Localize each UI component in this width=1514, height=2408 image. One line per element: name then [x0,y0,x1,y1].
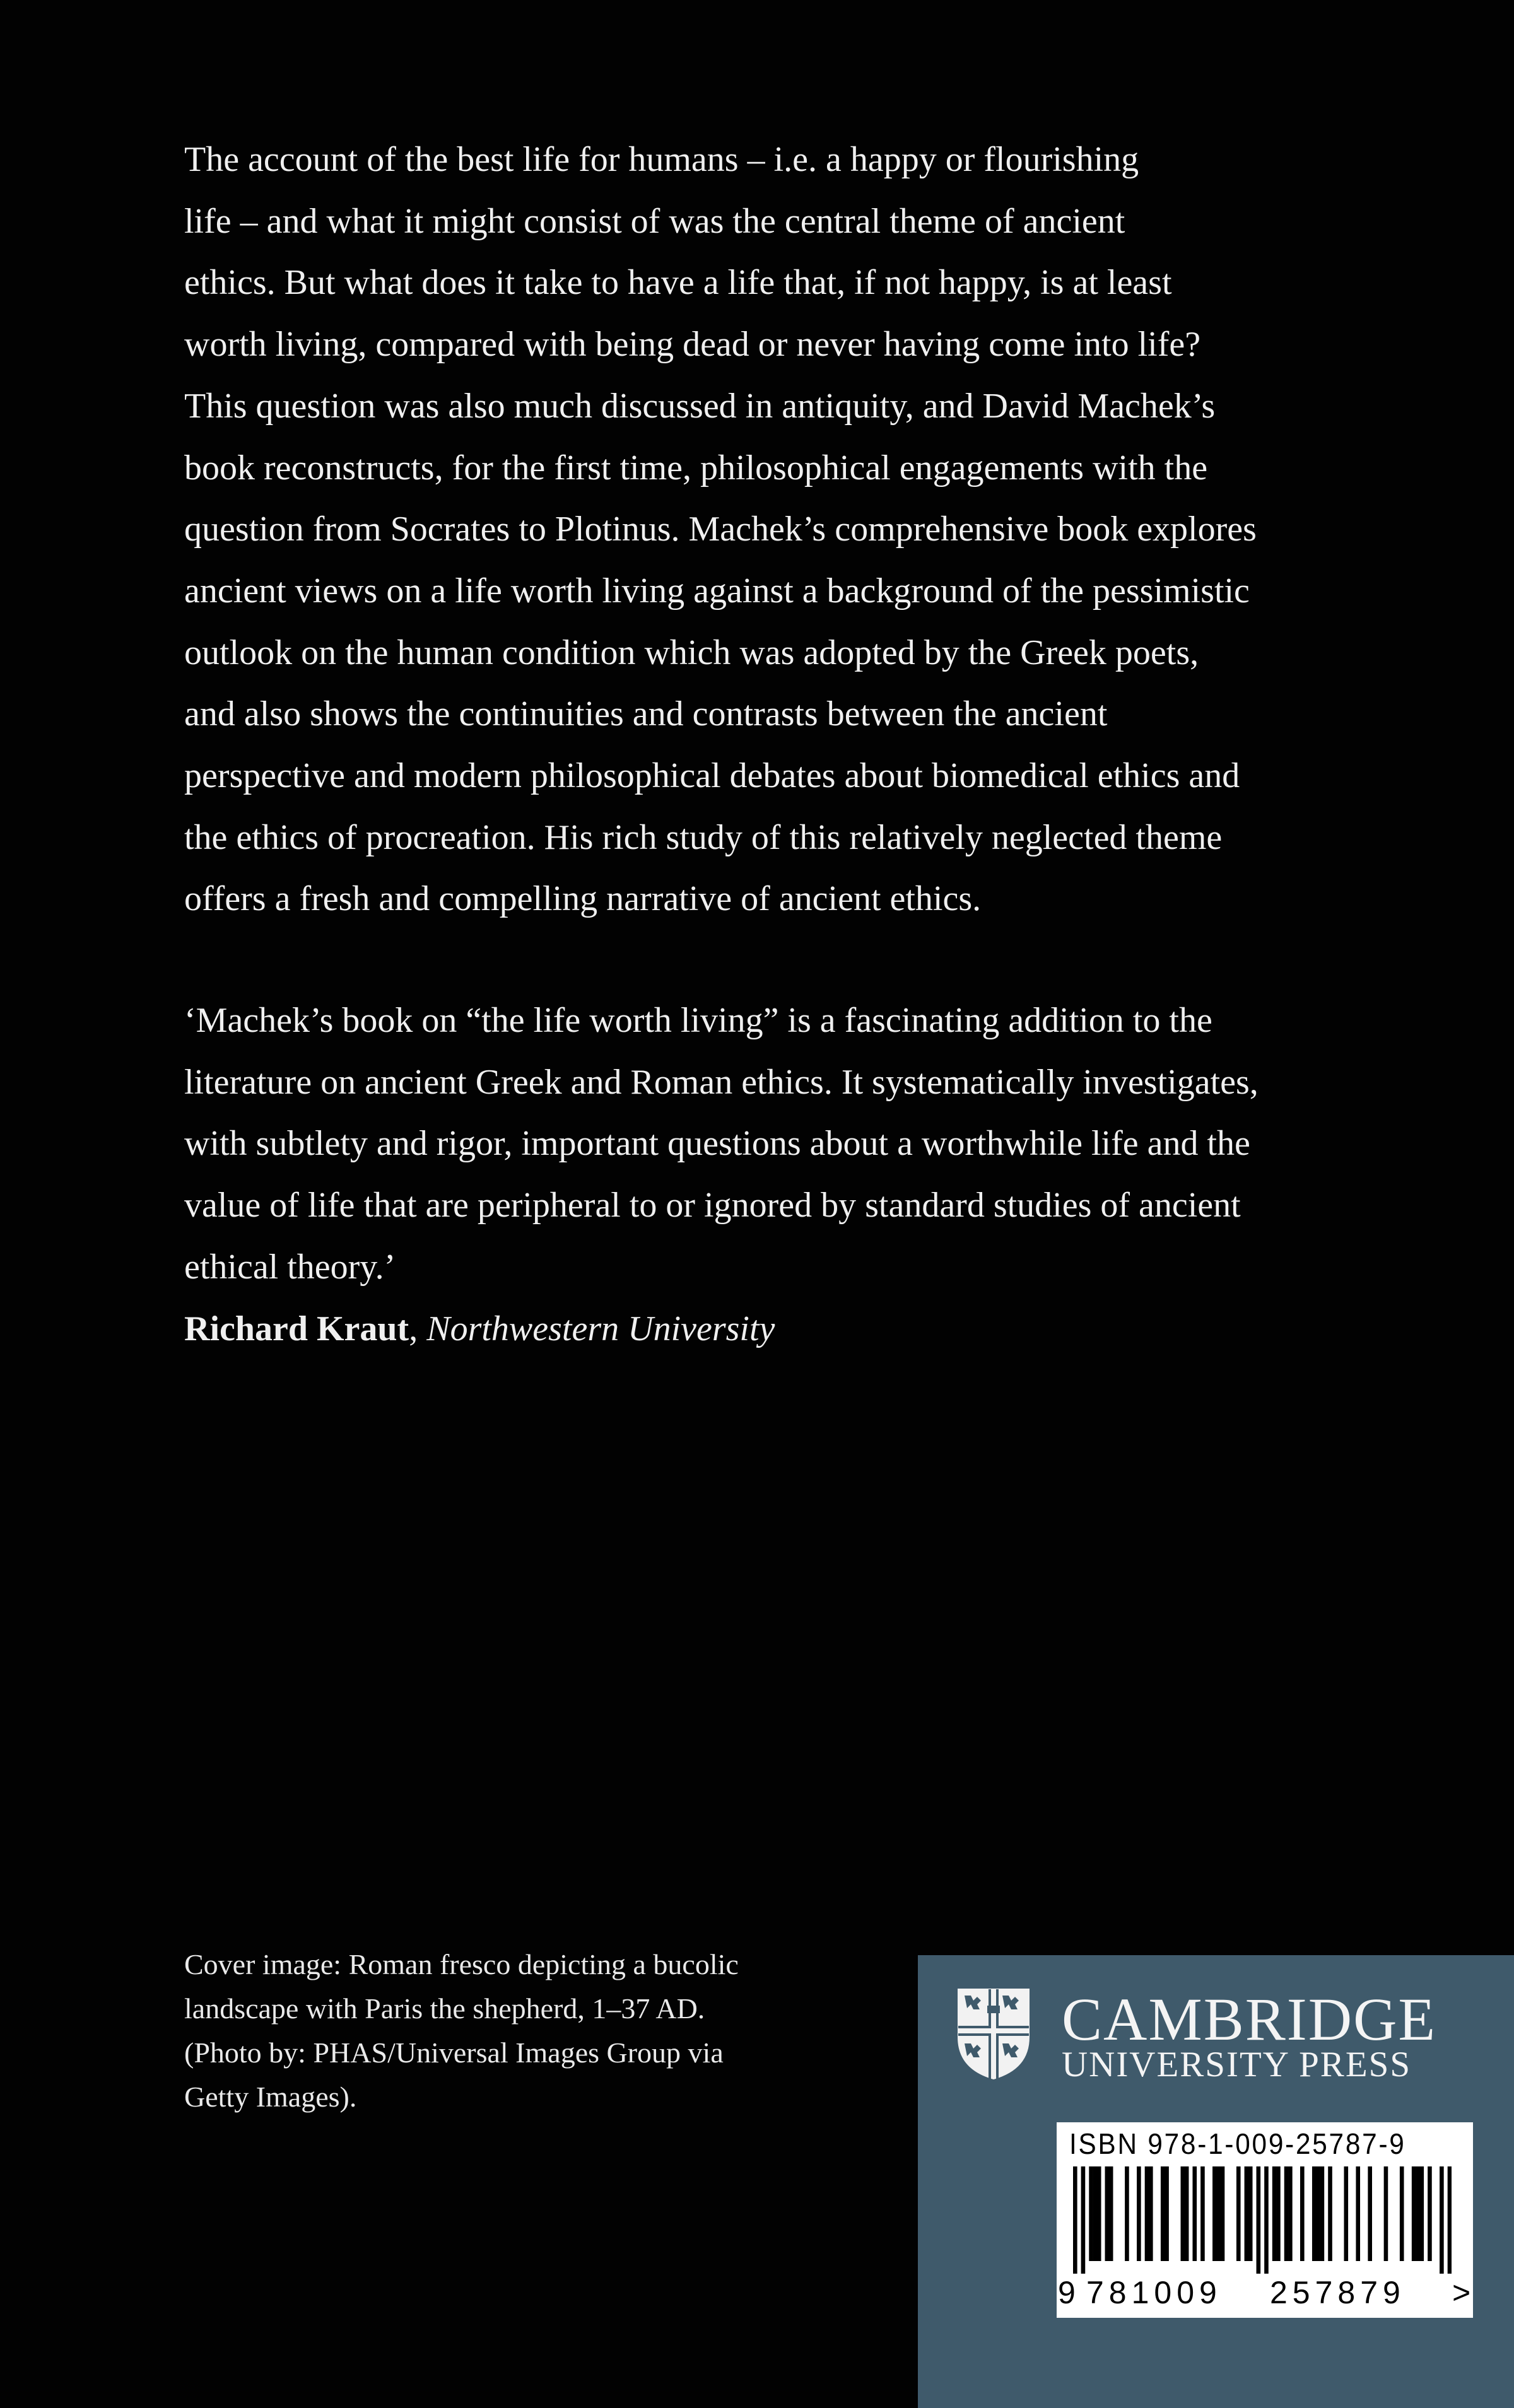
barcode-bar [1320,2166,1325,2261]
endorsement-quote [184,990,1383,1360]
barcode-bar [1165,2166,1169,2261]
barcode-bar [1248,2166,1253,2261]
barcode-bar [1400,2166,1404,2261]
barcode-guard-bar [1257,2166,1261,2274]
publisher-subname: UNIVERSITY PRESS [1062,2045,1412,2084]
quote-line: literature on ancient Greek and Roman ethics. It systematically investigates, [184,1062,1259,1102]
barcode-bar [1300,2166,1305,2261]
quote-affiliation: Northwestern University [426,1309,775,1348]
barcode-bar [1412,2166,1416,2261]
quote-line: with subtlety and rigor, important questions about a worthwhile life and the [184,1124,1250,1164]
barcode-bar [1149,2166,1153,2261]
barcode-end-marker: > [1452,2275,1471,2310]
barcode-bar [1368,2166,1372,2261]
quote-author: Richard Kraut [184,1309,409,1348]
blurb-line: question from Socrates to Plotinus. Machek’s comprehensive book explores [184,510,1257,549]
barcode-bar [1312,2166,1317,2261]
barcode-bar [1105,2166,1110,2261]
barcode-bar [1272,2166,1277,2261]
barcode-bar [1284,2166,1289,2261]
blurb-line: and also shows the continuities and contrasts between the ancient [184,694,1108,734]
blurb-line: ancient views on a life worth living against a background of the pessimistic [184,571,1250,611]
barcode-bar [1212,2166,1217,2261]
barcode-bar [1245,2166,1249,2261]
blurb-line: offers a fresh and compelling narrative of ancient ethics. [184,879,982,919]
barcode-guard-bar [1264,2166,1269,2274]
barcode-digit-first: 9 [1058,2275,1076,2310]
blurb-line: This question was also much discussed in antiquity, and David Machek’s [184,386,1216,426]
cambridge-crest-icon [956,1987,1031,2081]
blurb-line: book reconstructs, for the first time, philosophical engagements with the [184,448,1208,488]
quote-line: ‘Machek’s book on “the life worth living” is a fascinating addition to the [184,1001,1212,1040]
barcode-bar [1276,2166,1281,2261]
barcode-bar [1192,2166,1197,2261]
barcode-digit-group-1: 781009 [1086,2275,1222,2310]
barcode-bar [1185,2166,1189,2261]
barcode-bar [1161,2166,1165,2261]
barcode-bar [1089,2166,1093,2261]
barcode-bar [1236,2166,1241,2261]
barcode-bar [1097,2166,1101,2261]
barcode-guard-bar [1440,2166,1444,2274]
barcode-bar [1145,2166,1149,2261]
isbn-label: ISBN 978-1-009-25787-9 [1069,2127,1406,2160]
quote-line: value of life that are peripheral to or ignored by standard studies of ancient [184,1186,1241,1225]
credit-line: (Photo by: PHAS/Universal Images Group via [184,2037,724,2069]
blurb-text [184,129,1383,930]
quote-attribution [184,1299,1383,1360]
barcode-bar [1416,2166,1420,2261]
quote-line: ethical theory.’ [184,1247,396,1287]
barcode-bar [1316,2166,1320,2261]
barcode-bar [1344,2166,1348,2261]
barcode-guard-bar [1448,2166,1452,2274]
blurb-line: ethics. But what does it take to have a life that, if not happy, is at least [184,263,1172,303]
blurb-line: outlook on the human condition which was adopted by the Greek poets, [184,633,1199,672]
barcode-bar [1328,2166,1332,2261]
attribution-separator: , [409,1309,427,1348]
barcode-bar [1093,2166,1098,2261]
barcode-bar [1356,2166,1360,2261]
publisher-name: CAMBRIDGE [1062,1985,1437,2053]
blurb-line: perspective and modern philosophical debates about biomedical ethics and [184,756,1240,796]
cover-image-credit [184,1943,866,2119]
barcode-bars [1073,2166,1452,2274]
credit-line: Cover image: Roman fresco depicting a bucolic [184,1948,739,1980]
blurb-line: The account of the best life for humans – i.e. a happy or flourishing [184,140,1139,179]
credit-line: Getty Images). [184,2081,357,2113]
barcode-bar [1216,2166,1221,2261]
blurb-line: worth living, compared with being dead or never having come into life? [184,325,1201,365]
barcode-guard-bar [1081,2166,1086,2274]
blurb-line: life – and what it might consist of was the central theme of ancient [184,201,1125,241]
blurb-line: the ethics of procreation. His rich study of this relatively neglected theme [184,817,1223,857]
barcode-bar [1428,2166,1432,2261]
barcode-bar [1221,2166,1225,2261]
barcode-bar [1200,2166,1205,2261]
barcode-bar [1137,2166,1141,2261]
barcode-bar [1125,2166,1129,2261]
barcode-digit-group-2: 257879 [1270,2275,1405,2310]
barcode-bar [1384,2166,1388,2261]
barcode-bar [1181,2166,1185,2261]
barcode-bar [1288,2166,1293,2261]
barcode-bar [1109,2166,1113,2261]
barcode-bar [1419,2166,1424,2261]
barcode-guard-bar [1073,2166,1077,2274]
credit-line: landscape with Paris the shepherd, 1–37 AD. [184,1992,705,2025]
